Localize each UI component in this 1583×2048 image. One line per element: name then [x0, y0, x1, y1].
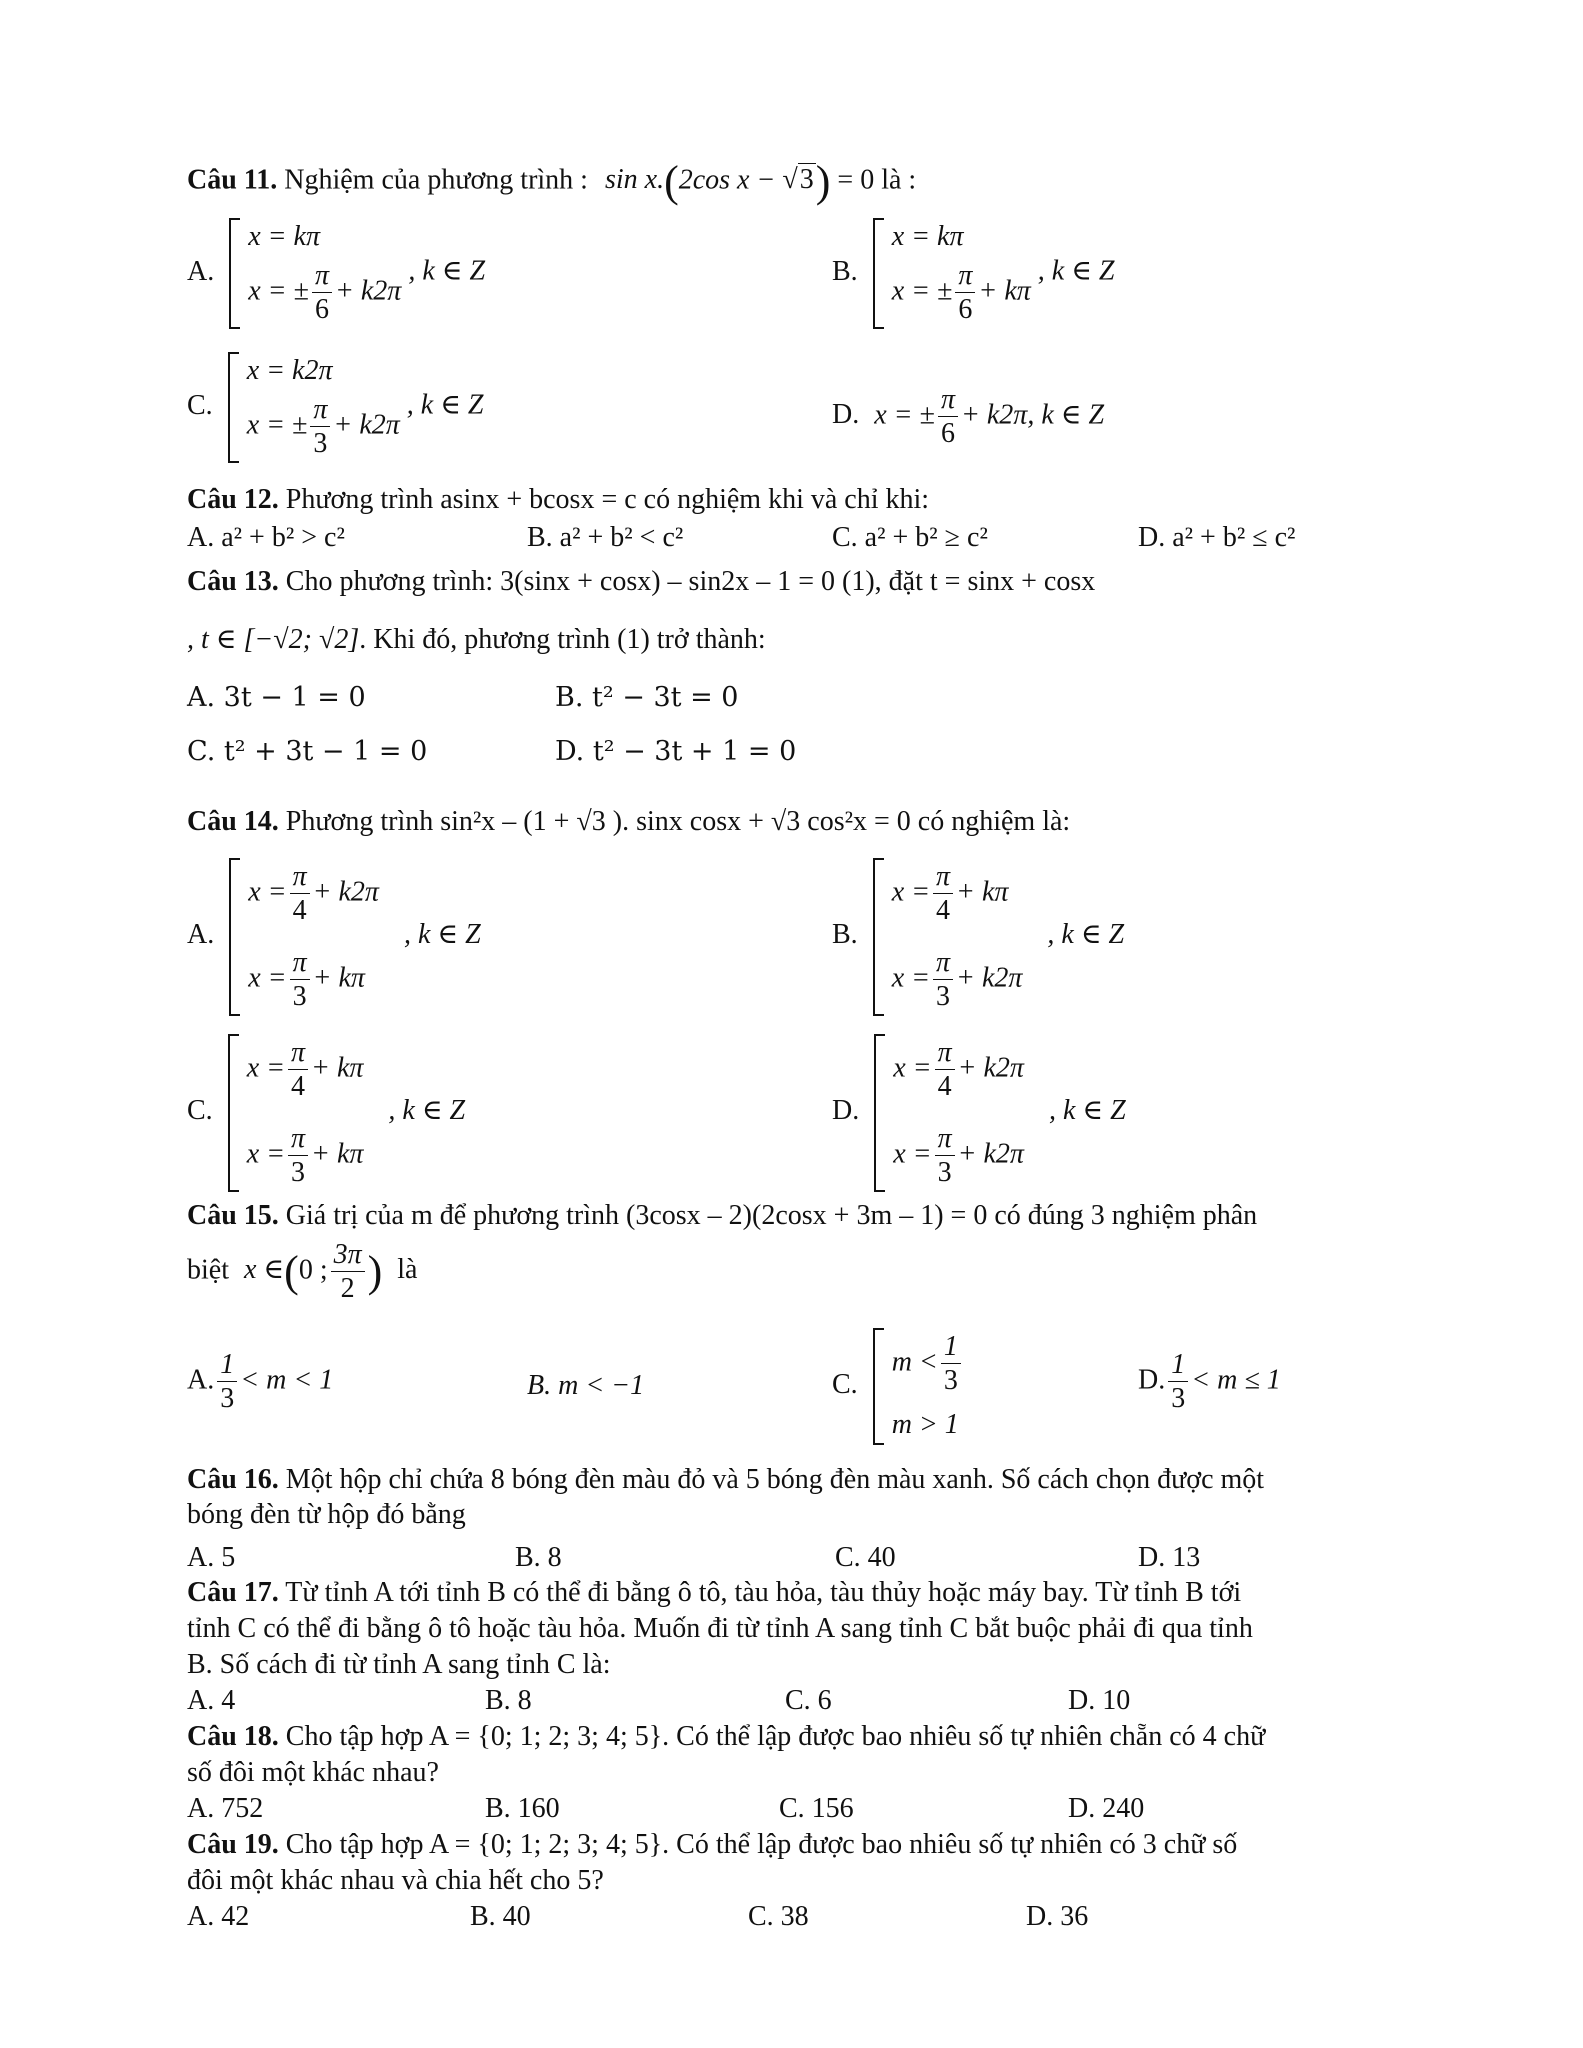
q19-option-c[interactable]: C. 38	[748, 1901, 809, 1932]
q12-option-b[interactable]: B. a² + b² < c²	[527, 522, 684, 553]
q18-option-a[interactable]: A. 752	[187, 1793, 264, 1824]
q11-option-d[interactable]: D. x = ± $\frac{\pi}{6}$ + k2π, k ∈ Z	[832, 384, 1105, 450]
q13-option-a[interactable]: A. 3t − 1 = 0	[187, 682, 366, 713]
q12-stem	[187, 484, 929, 516]
q11-option-c[interactable]: C. x = k2π x = ± $\frac{\pi}{3}$ + k2π , k ∈ Z	[187, 352, 484, 463]
q12-text: Phương trình asinx + bcosx = c có nghiệm khi và chỉ khi:	[285, 484, 930, 515]
q12-label: Câu 12.	[187, 484, 279, 515]
option-letter: D.	[832, 399, 860, 431]
q16-option-a[interactable]: A. 5	[187, 1542, 236, 1573]
option-letter: B.	[832, 919, 858, 951]
tail: , k ∈ Z	[403, 919, 481, 951]
q17-text: Từ tỉnh A tới tỉnh B có thể đi bằng ô tô, tàu hỏa, tàu thủy hoặc máy bay. Từ tỉnh B tới	[285, 1577, 1242, 1608]
q13-stem	[187, 566, 1095, 598]
q14-option-c[interactable]: C. x = $\frac{\pi}{4}$ + kπ x = $\frac{\pi}{3}$ + kπ , k ∈ Z	[187, 1034, 465, 1192]
q11-label: Câu 11.	[187, 164, 278, 196]
q13-option-d[interactable]: D. t² − 3t + 1 = 0	[555, 736, 797, 767]
q19-option-a[interactable]: A. 42	[187, 1901, 250, 1932]
q17-option-a[interactable]: A. 4	[187, 1685, 236, 1716]
q18-option-d[interactable]: D. 240	[1068, 1793, 1145, 1824]
q11-sqrt: √3	[782, 164, 814, 196]
q16-text2: bóng đèn từ hộp đó bằng	[187, 1499, 466, 1530]
q18-option-b[interactable]: B. 160	[485, 1793, 560, 1824]
q11-eq: sin x.	[604, 164, 665, 196]
tail: , k ∈ Z	[1047, 919, 1125, 951]
option-letter: C.	[187, 389, 213, 421]
option-letter: B.	[832, 255, 858, 287]
q14-text: Phương trình sin²x – (1 + √3 ). sinx cosx + √3 cos²x = 0 có nghiệm là:	[285, 806, 1071, 837]
q16-option-c[interactable]: C. 40	[835, 1542, 896, 1573]
q15-label: Câu 15.	[187, 1200, 279, 1231]
q11-option-a[interactable]: A. x = kπ x = ± $\frac{\pi}{6}$ + k2π , k ∈ Z	[187, 218, 485, 329]
q15-option-a[interactable]: A. $\frac{1}{3}$ < m < 1	[187, 1349, 334, 1415]
q17-option-d[interactable]: D. 10	[1068, 1685, 1131, 1716]
q16-text: Một hộp chỉ chứa 8 bóng đèn màu đỏ và 5 bóng đèn màu xanh. Số cách chọn được một	[285, 1464, 1265, 1495]
q17-text2: tỉnh C có thể đi bằng ô tô hoặc tàu hỏa. Muốn đi từ tỉnh A sang tỉnh C bắt buộc phải đi qua tỉnh	[187, 1613, 1253, 1644]
q18-option-c[interactable]: C. 156	[779, 1793, 854, 1824]
q12-option-c[interactable]: C. a² + b² ≥ c²	[832, 522, 988, 553]
q19-label: Câu 19.	[187, 1829, 279, 1860]
q13-text2: . Khi đó, phương trình (1) trở thành:	[359, 624, 766, 655]
tail: , k ∈ Z	[1048, 1095, 1126, 1127]
q13-label: Câu 13.	[187, 566, 279, 597]
option-letter: A.	[187, 919, 215, 951]
q18-label: Câu 18.	[187, 1721, 279, 1752]
q19-text2: đôi một khác nhau và chia hết cho 5?	[187, 1865, 604, 1896]
q15-text: Giá trị của m để phương trình (3cosx – 2)(2cosx + 3m – 1) = 0 có đúng 3 nghiệm phân	[285, 1200, 1258, 1231]
q17-stem	[187, 1577, 1241, 1609]
q19-text: Cho tập hợp A = {0; 1; 2; 3; 4; 5}. Có thể lập được bao nhiêu số tự nhiên có 3 chữ số	[285, 1829, 1238, 1860]
tail: , k ∈ Z	[406, 389, 484, 421]
q14-option-b[interactable]: B. x = $\frac{\pi}{4}$ + kπ x = $\frac{\pi}{3}$ + k2π , k ∈ Z	[832, 858, 1124, 1016]
q11-eq-tail: = 0 là :	[837, 164, 917, 196]
q14-option-a[interactable]: A. x = $\frac{\pi}{4}$ + k2π x = $\frac{\pi}{3}$ + kπ , k ∈ Z	[187, 858, 481, 1016]
q11-stem: Câu 11. Nghiệm của phương trình : sin x.(2cos x − √3) = 0 là :	[187, 157, 917, 206]
q13-text: Cho phương trình: 3(sinx + cosx) – sin2x – 1 = 0 (1), đặt t = sinx + cosx	[285, 566, 1096, 597]
q17-option-b[interactable]: B. 8	[485, 1685, 532, 1716]
q14-option-d[interactable]: D. x = $\frac{\pi}{4}$ + k2π x = $\frac{\pi}{3}$ + k2π , k ∈ Z	[832, 1034, 1126, 1192]
q11-option-b[interactable]: B. x = kπ x = ± $\frac{\pi}{6}$ + kπ , k ∈ Z	[832, 218, 1115, 329]
q15-stem	[187, 1200, 1257, 1232]
option-letter: D.	[832, 1095, 860, 1127]
q16-option-d[interactable]: D. 13	[1138, 1542, 1201, 1573]
tail: , k ∈ Z	[408, 255, 486, 287]
q18-text: Cho tập hợp A = {0; 1; 2; 3; 4; 5}. Có thể lập được bao nhiêu số tự nhiên chẵn có 4 chữ	[285, 1721, 1266, 1752]
row: x = kπ	[891, 221, 964, 252]
option-letter: C.	[187, 1095, 213, 1127]
row: x = kπ	[248, 221, 321, 252]
q18-stem	[187, 1721, 1265, 1753]
q17-option-c[interactable]: C. 6	[785, 1685, 832, 1716]
q13-interval: , t ∈ [−√2; √2]	[187, 624, 360, 655]
q17-text3: B. Số cách đi từ tỉnh A sang tỉnh C là:	[187, 1649, 611, 1680]
q11-eq-inner: 2cos x −	[678, 164, 783, 196]
q13-option-b[interactable]: B. t² − 3t = 0	[555, 682, 739, 713]
q17-label: Câu 17.	[187, 1577, 279, 1608]
q15-option-b[interactable]: B. m < −1	[527, 1370, 645, 1401]
q19-option-b[interactable]: B. 40	[470, 1901, 531, 1932]
q14-label: Câu 14.	[187, 806, 279, 837]
tail: , k ∈ Z	[1037, 255, 1115, 287]
row: x = k2π	[246, 355, 333, 386]
tail: , k ∈ Z	[388, 1095, 466, 1127]
q15-option-d[interactable]: D. $\frac{1}{3}$ < m ≤ 1	[1138, 1349, 1281, 1415]
q16-stem	[187, 1464, 1264, 1496]
q15-option-c[interactable]: C. m < $\frac{1}{3}$ m > 1	[832, 1328, 964, 1445]
q19-option-d[interactable]: D. 36	[1026, 1901, 1089, 1932]
q14-stem	[187, 806, 1070, 838]
q11-text: Nghiệm của phương trình :	[284, 164, 588, 196]
q18-text2: số đôi một khác nhau?	[187, 1757, 439, 1788]
q13-stem-line2	[187, 624, 766, 656]
q12-option-a[interactable]: A. a² + b² > c²	[187, 522, 345, 553]
q16-option-b[interactable]: B. 8	[515, 1542, 562, 1573]
q12-option-d[interactable]: D. a² + b² ≤ c²	[1138, 522, 1296, 553]
q19-stem	[187, 1829, 1237, 1861]
q15-stem-line2: biệt x ∈(0 ; $\frac{3\pi}{2}$ ) là	[187, 1239, 418, 1305]
q13-option-c[interactable]: C. t² + 3t − 1 = 0	[187, 736, 428, 767]
option-letter: A.	[187, 255, 215, 287]
q16-label: Câu 16.	[187, 1464, 279, 1495]
